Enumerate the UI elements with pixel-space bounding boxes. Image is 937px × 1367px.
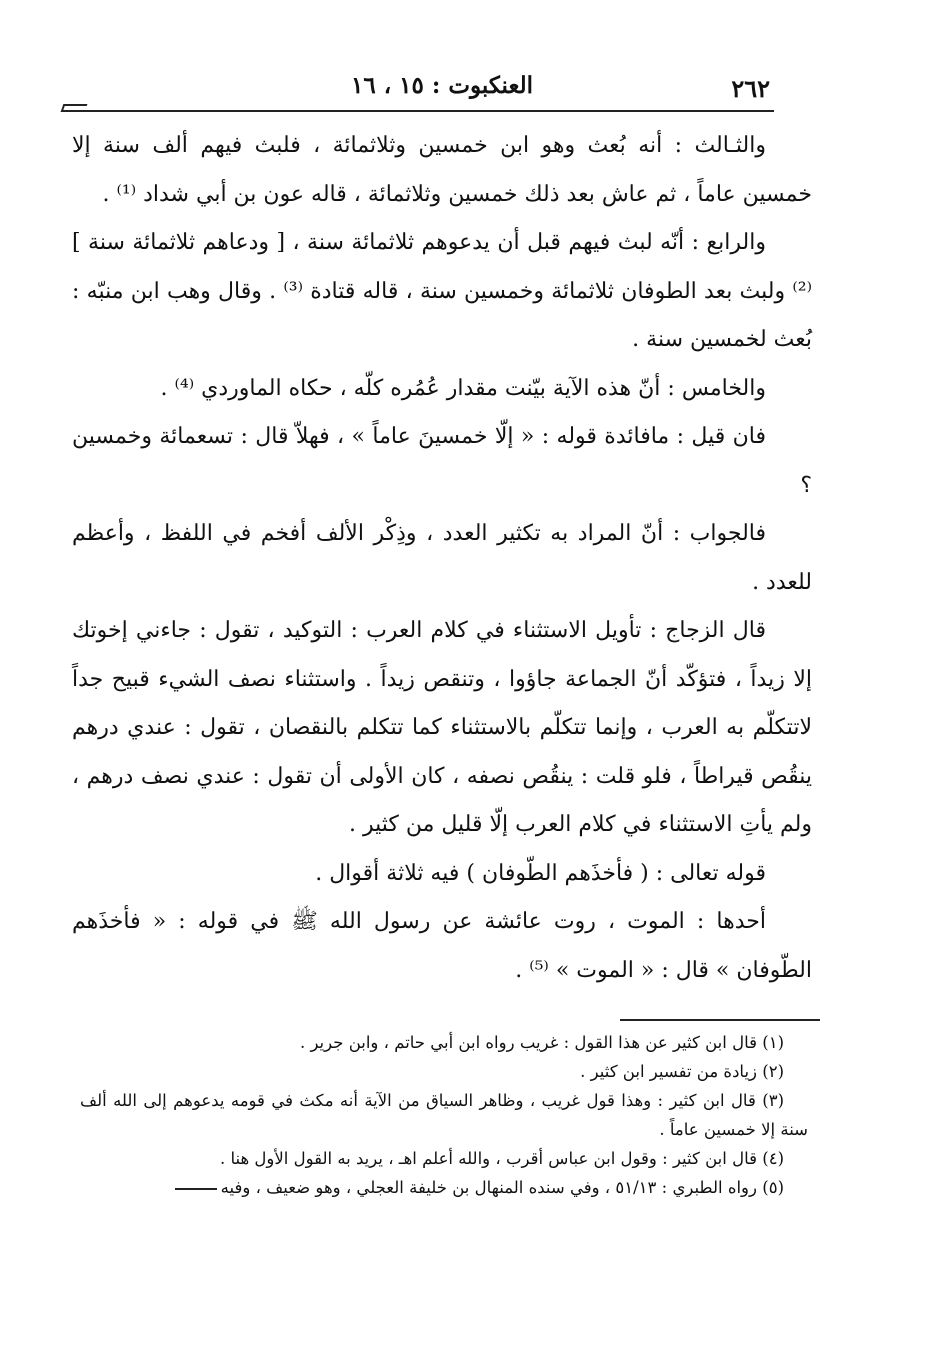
paragraph: قال الزجاج : تأويل الاستثناء في كلام العرب : التوكيد ، تقول : جاءني إخوتك إلا زيداً ، فتؤكّد أنّ الجماعة جاؤوا ، وتنقص زيداً . واستثناء نصف الشيء قبيح جداً لاتتكلّم به العرب ، وإنما تتكلّم بالاستثناء كما تتكلم بالنقصان ، تقول : عندي درهم ينقُص قيراطاً ، فلو قلت : ينقُص نصفه ، كان الأولى أن تقول : عندي نصف درهم ، ولم يأتِ الاستثناء في كلام العرب إلّا قليل من كثير .: [72, 618, 812, 837]
footnote: (٤) قال ابن كثير : وقول ابن عباس أقرب ، والله أعلم اهـ ، يريد به القول الأول هنا .: [219, 1149, 784, 1168]
paragraph: والخامس : أنّ هذه الآية بيّنت مقدار عُمُره كلّه ، حكاه الماوردي ⁽⁴⁾ .: [160, 375, 766, 401]
header-rule: [62, 110, 774, 112]
footnote: (٢) زيادة من تفسير ابن كثير .: [580, 1062, 784, 1081]
paragraph: فالجواب : أنّ المراد به تكثير العدد ، وذِكْر الألف أفخم في اللفظ ، وأعظم للعدد .: [72, 521, 812, 595]
paragraph: أحدها : الموت ، روت عائشة عن رسول الله ﷺ في قوله : « فأخذَهم الطّوفان » قال : « الموت » ⁽⁵⁾ .: [72, 909, 812, 983]
footnote: (٣) قال ابن كثير : وهذا قول غريب ، وظاهر السياق من الآية أنه مكث في قومه يدعوهم إلى الله ألف سنة إلا خمسين عاماً .: [80, 1091, 808, 1139]
main-text: [72, 122, 812, 995]
paragraph: والرابع : أنّه لبث فيهم قبل أن يدعوهم ثلاثمائة سنة ، [ ودعاهم ثلاثمائة سنة ] ⁽²⁾ ولبث بعد الطوفان ثلاثمائة وخمسين سنة ، قاله قتادة ⁽³⁾ . وقال وهب ابن منبّه : بُعث لخمسين سنة .: [72, 230, 813, 352]
paragraph: قوله تعالى : ( فأخذَهم الطّوفان ) فيه ثلاثة أقوال .: [315, 860, 766, 886]
running-head: العنكبوت : ١٥ ، ١٦: [350, 72, 533, 99]
footnote-continued: [80, 1173, 808, 1202]
footnotes: [80, 1028, 808, 1202]
footnote-text: (٥) رواه الطبري : ٥١/١٣ ، وفي سنده المنهال بن خليفة العجلي ، وهو ضعيف ، وفيه: [220, 1178, 784, 1197]
paragraph: فان قيل : مافائدة قوله : « إلّا خمسينَ عاماً » ، فهلاّ قال : تسعمائة وخمسين ؟: [72, 424, 812, 498]
footnote: (١) قال ابن كثير عن هذا القول : غريب رواه ابن أبي حاتم ، وابن جرير .: [299, 1033, 784, 1052]
page-number: ٢٦٢: [731, 74, 770, 103]
footnote-separator: [620, 1019, 820, 1021]
continuation-dash: [175, 1188, 217, 1190]
paragraph: والثـالث : أنه بُعث وهو ابن خمسين وثلاثمائة ، فلبث فيهم ألف سنة إلا خمسين عاماً ، ثم عاش بعد ذلك خمسين وثلاثمائة ، قاله عون بن أبي شداد ⁽¹⁾ .: [72, 133, 812, 207]
page-header: [62, 72, 770, 106]
